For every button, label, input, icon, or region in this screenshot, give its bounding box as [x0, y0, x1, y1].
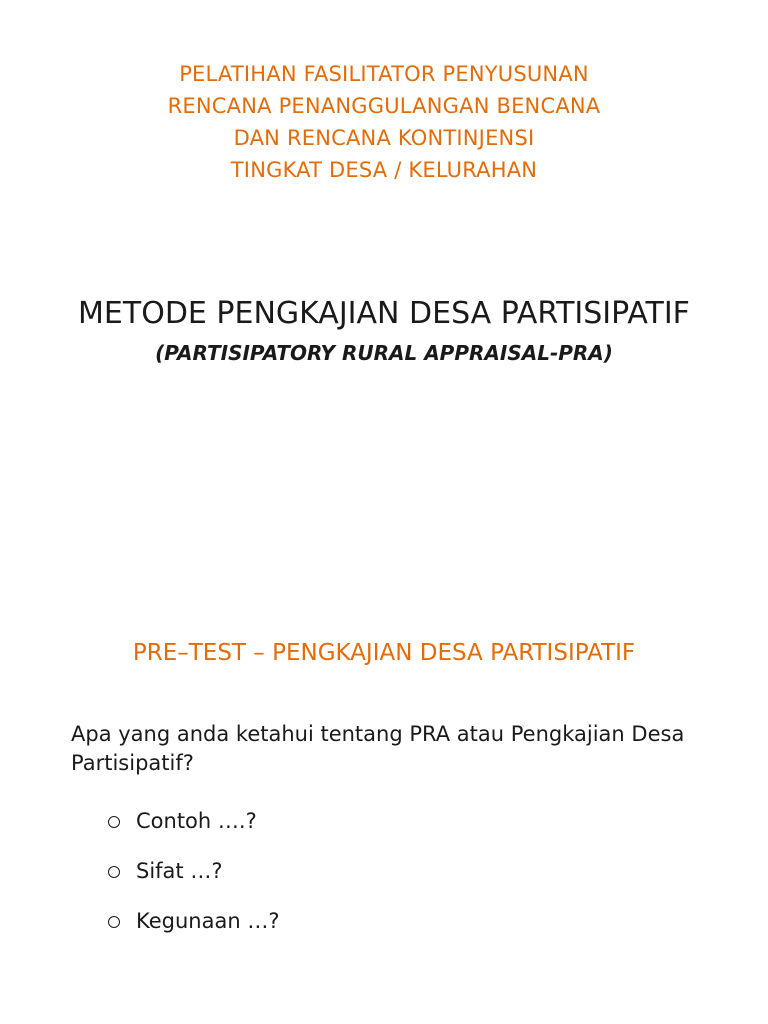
- list-item-label: Sifat …?: [136, 859, 223, 883]
- circle-bullet-icon: [108, 916, 120, 928]
- header-line-3: DAN RENCANA KONTINJENSI: [233, 126, 535, 150]
- circle-bullet-icon: [108, 816, 120, 828]
- list-item: [108, 846, 279, 896]
- training-header: [0, 58, 768, 186]
- list-item-label: Contoh ….?: [136, 809, 257, 833]
- header-line-2: RENCANA PENANGGULANGAN BENCANA: [167, 94, 601, 118]
- list-item-label: Kegunaan …?: [136, 909, 280, 933]
- title-slide: [0, 0, 768, 460]
- circle-bullet-icon: [108, 866, 120, 878]
- header-line-1: PELATIHAN FASILITATOR PENYUSUNAN: [179, 62, 589, 86]
- pretest-title: PRE–TEST – PENGKAJIAN DESA PARTISIPATIF: [132, 640, 636, 666]
- main-subtitle: (PARTISIPATORY RURAL APPRAISAL-PRA): [155, 341, 613, 365]
- list-item: [108, 896, 279, 946]
- pretest-bullet-list: [108, 796, 279, 946]
- header-line-4: TINGKAT DESA / KELURAHAN: [230, 158, 538, 182]
- pretest-question: Apa yang anda ketahui tentang PRA atau Pengkajian Desa Partisipatif?: [71, 722, 685, 775]
- list-item: [108, 796, 279, 846]
- pretest-slide: [0, 600, 768, 1024]
- main-title: METODE PENGKAJIAN DESA PARTISIPATIF: [78, 296, 690, 331]
